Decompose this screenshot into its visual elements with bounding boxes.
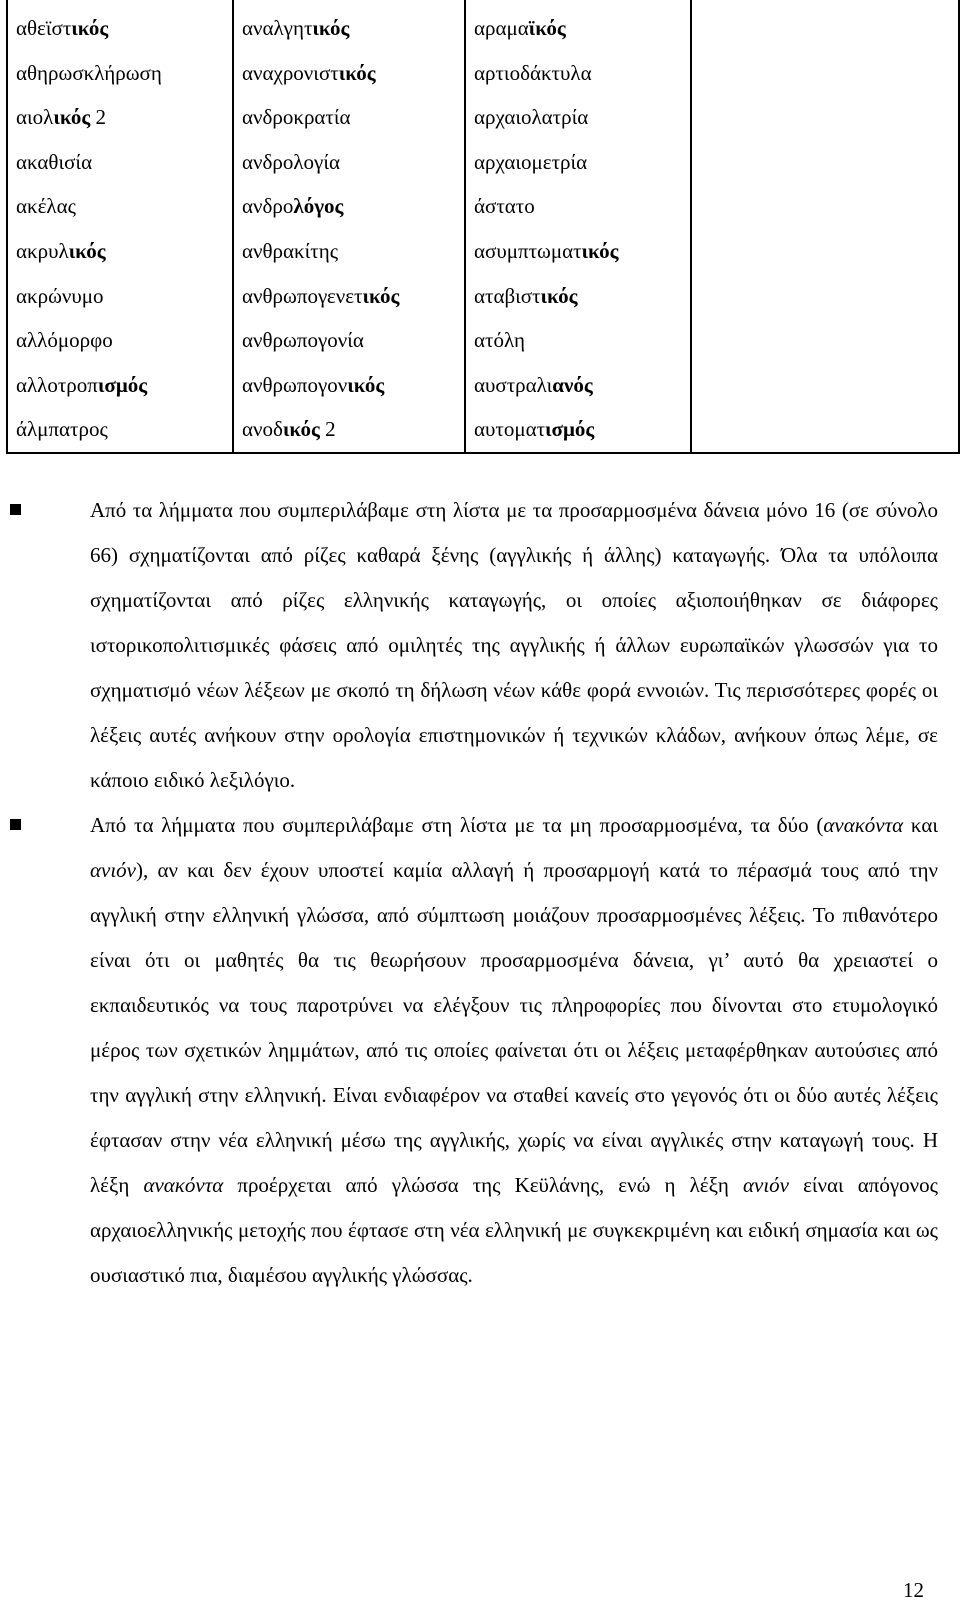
word-column-3 — [465, 0, 691, 453]
word-entry — [242, 184, 464, 229]
square-bullet-icon — [10, 504, 21, 515]
word-entry — [474, 95, 690, 140]
word-stem: ακρώνυμο — [16, 283, 104, 308]
word-suffix-bold: ικός — [312, 16, 350, 40]
word-entry — [16, 407, 232, 452]
word-entry — [474, 6, 690, 51]
word-stem: ακαθισία — [16, 149, 93, 174]
italic-term: ανιόν — [743, 1173, 789, 1197]
word-entry — [242, 140, 464, 185]
word-stem: αναχρονιστ — [242, 60, 339, 85]
word-suffix-bold: ανός — [552, 372, 593, 397]
word-stem: άλμπατρος — [16, 417, 108, 442]
word-entry — [242, 95, 464, 140]
word-entry — [474, 274, 690, 319]
word-list-table — [6, 0, 960, 454]
square-bullet-icon — [10, 819, 21, 830]
word-entry — [474, 140, 690, 185]
word-entry — [16, 51, 232, 96]
text-segment: Από τα λήμματα που συμπεριλάβαμε στη λίστα με τα προσαρμοσμένα δάνεια μόνο 16 (σε σύνολο 66) σχηματίζονται από ρίζες καθαρά ξένης (αγγλικής ή άλλης) καταγωγής. Όλα τα υπόλοιπα σχηματίζονται από ρίζες ελληνικής καταγωγής, οι οποίες αξιοποιήθηκαν σε διάφορες ιστορικοπολιτισμικές φάσεις από ομιλητές της αγγλικής ή άλλων ευρωπαϊκών γλωσσών για το σχηματισμό νέων λέξεων με σκοπό τη δήλωση νέων κάθε φορά εννοιών. Τις περισσότερες φορές οι λέξεις αυτές ανήκουν στην ορολογία επιστημονικών ή τεχνικών κλάδων, ανήκουν όπως λέμε, σε κάποιο ειδικό λεξιλόγιο. — [90, 498, 938, 792]
word-stem: αρτιοδάκτυλα — [474, 60, 592, 85]
word-suffix-bold: ικός — [347, 372, 385, 397]
paragraph-1 — [90, 488, 938, 803]
word-column-2 — [233, 0, 465, 453]
text-segment: ), αν και δεν έχουν υποστεί καμία αλλαγή ή προσαρμογή κατά το πέρασμά τους από την αγγλική στην ελληνική γλώσσα, από σύμπτωση μοιάζουν προσαρμοσμένες λέξεις. Το πιθανότερο είναι ότι οι μαθητές θα τις θεωρήσουν προσαρμοσμένα δάνεια, γι’ αυτό θα χρειαστεί ο εκπαιδευτικός να τους παροτρύνει να ελέγξουν τις πληροφορίες που δίνονται στο ετυμολογικό μέρος των σχετικών λημμάτων, από τις οποίες φαίνεται ότι οι λέξεις μεταφέρθηκαν αυτούσιες από την αγγλική στην ελληνική. Είναι ενδιαφέρον να σταθεί κανείς στο γεγονός ότι οι δύο αυτές λέξεις έφτασαν στην νέα ελληνική μέσω της αγγλικής, χωρίς να είναι αγγλικές στην καταγωγή τους. Η λέξη — [90, 858, 938, 1197]
word-stem: ανθρωπογον — [242, 372, 348, 397]
word-stem: ανθρωπογονία — [242, 328, 364, 353]
word-stem: ανδρο — [242, 194, 294, 219]
word-stem: ατόλη — [474, 328, 525, 353]
word-suffix-bold: ϊκός — [528, 16, 566, 40]
word-suffix-bold: ικός — [71, 16, 109, 40]
text-segment: Από τα λήμματα που συμπεριλάβαμε στη λίστα με τα μη προσαρμοσμένα, τα δύο ( — [90, 813, 824, 837]
word-entry — [474, 318, 690, 363]
word-suffix-bold: ικός — [581, 238, 619, 263]
word-entry — [16, 274, 232, 319]
italic-term: ανακόντα — [823, 813, 904, 837]
word-suffix-bold: ικός — [53, 105, 91, 130]
word-stem: αραμα — [474, 16, 529, 40]
word-column-4-empty — [691, 0, 959, 453]
word-stem: ανθρωπογενετ — [242, 283, 363, 308]
word-entry — [242, 407, 464, 452]
word-suffix-bold: ικός — [540, 283, 578, 308]
word-entry — [474, 184, 690, 229]
italic-term: ανιόν — [90, 858, 136, 882]
word-entry — [242, 6, 464, 51]
word-stem: αρχαιομετρία — [474, 149, 588, 174]
text-segment: είναι απόγονος αρχαιοελληνικής μετοχής που έφτασε στη νέα ελληνική με συγκεκριμένη και ειδική σημασία και ως ουσιαστικό πια, διαμέσου αγγλικής γλώσσας. — [90, 1173, 938, 1287]
word-entry — [16, 318, 232, 363]
word-stem: αυτοματ — [474, 417, 546, 442]
word-stem: ακρυλ — [16, 238, 69, 263]
word-stem: ασυμπτωματ — [474, 238, 582, 263]
word-stem: αυστραλι — [474, 372, 553, 397]
italic-term: ανακόντα — [143, 1173, 224, 1197]
word-stem: ανδρολογία — [242, 149, 340, 174]
word-stem: ακέλας — [16, 194, 76, 219]
word-entry — [474, 229, 690, 274]
word-suffix-bold: ικός — [282, 417, 320, 442]
word-entry — [16, 363, 232, 408]
word-entry — [16, 95, 232, 140]
word-entry — [242, 318, 464, 363]
page-number: 12 — [903, 1578, 924, 1602]
word-stem: άστατο — [474, 194, 535, 219]
word-entry — [242, 229, 464, 274]
word-stem: αλλόμορφο — [16, 328, 113, 353]
word-index: 2 — [319, 417, 336, 442]
word-suffix-bold: ικός — [338, 60, 376, 85]
word-entry — [242, 363, 464, 408]
text-segment: προέρχεται από γλώσσα της Κεϋλάνης, ενώ η λέξη — [223, 1173, 743, 1197]
word-stem: αθηρωσκλήρωση — [16, 60, 162, 85]
word-entry — [16, 229, 232, 274]
word-entry — [474, 407, 690, 452]
body-text — [90, 488, 938, 1298]
word-entry — [474, 51, 690, 96]
word-column-1 — [7, 0, 233, 453]
word-index: 2 — [90, 105, 107, 130]
word-suffix-bold: λόγος — [293, 194, 344, 219]
word-suffix-bold: ικός — [362, 283, 400, 308]
word-suffix-bold: ισμός — [97, 372, 148, 397]
word-stem: αταβιστ — [474, 283, 541, 308]
word-entry — [474, 363, 690, 408]
word-suffix-bold: ισμός — [545, 417, 595, 442]
word-suffix-bold: ικός — [68, 238, 106, 263]
word-stem: ανοδ — [242, 417, 283, 442]
word-stem: αιολ — [16, 105, 54, 130]
text-segment: και — [903, 813, 938, 837]
word-stem: αθεϊστ — [16, 16, 72, 40]
word-entry — [16, 140, 232, 185]
word-entry — [16, 6, 232, 51]
word-stem: αρχαιολατρία — [474, 105, 589, 130]
word-stem: ανδροκρατία — [242, 105, 351, 130]
word-stem: ανθρακίτης — [242, 238, 339, 263]
word-entry — [242, 274, 464, 319]
word-stem: αλλοτροπ — [16, 372, 98, 397]
word-stem: αναλγητ — [242, 16, 313, 40]
word-entry — [16, 184, 232, 229]
word-entry — [242, 51, 464, 96]
paragraph-2 — [90, 803, 938, 1298]
